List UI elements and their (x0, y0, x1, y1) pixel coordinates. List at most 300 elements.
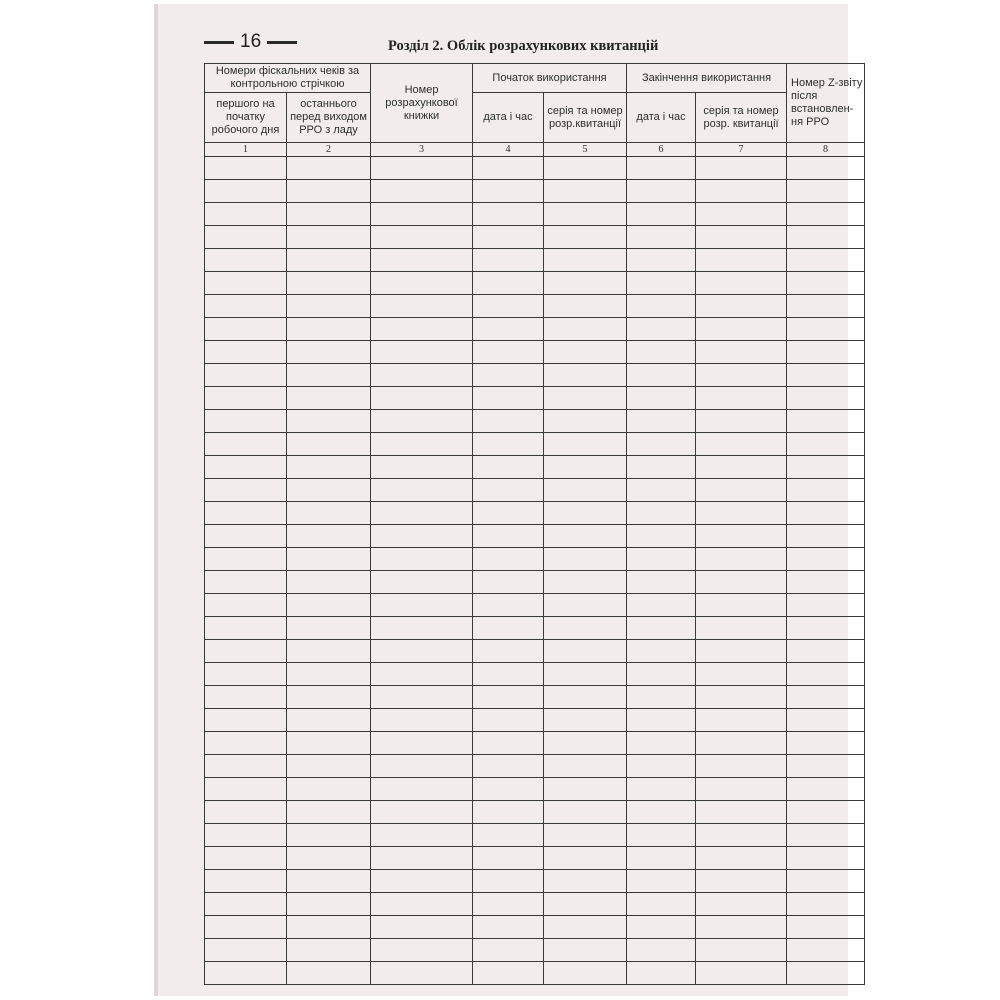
table-cell (696, 548, 787, 571)
table-cell (627, 180, 696, 203)
table-cell (544, 548, 627, 571)
table-cell (787, 341, 865, 364)
header-start-receipt-series-number: серія та номер розр.квитанції (544, 93, 627, 143)
table-cell (205, 962, 287, 985)
table-cell (287, 548, 371, 571)
table-cell (205, 180, 287, 203)
table-cell (696, 456, 787, 479)
table-cell (287, 203, 371, 226)
table-row (205, 341, 865, 364)
table-cell (473, 502, 544, 525)
table-row (205, 939, 865, 962)
table-row (205, 249, 865, 272)
table-row (205, 617, 865, 640)
table-cell (696, 364, 787, 387)
table-cell (473, 433, 544, 456)
table-cell (627, 571, 696, 594)
header-last-before-failure: останнього перед виходом РРО з ладу (287, 93, 371, 143)
table-cell (287, 502, 371, 525)
table-cell (205, 893, 287, 916)
page-number-area (204, 30, 297, 54)
table-cell (627, 801, 696, 824)
table-cell (287, 571, 371, 594)
table-cell (287, 870, 371, 893)
table-cell (205, 249, 287, 272)
table-cell (696, 525, 787, 548)
table-cell (473, 295, 544, 318)
table-cell (473, 272, 544, 295)
table-cell (473, 249, 544, 272)
table-cell (787, 157, 865, 180)
table-cell (544, 180, 627, 203)
table-cell (473, 801, 544, 824)
table-cell (287, 686, 371, 709)
table-cell (371, 893, 473, 916)
column-number: 5 (544, 143, 627, 157)
table-cell (205, 824, 287, 847)
table-cell (627, 824, 696, 847)
table-cell (696, 617, 787, 640)
table-cell (787, 801, 865, 824)
table-cell (787, 916, 865, 939)
table-row (205, 433, 865, 456)
table-cell (787, 203, 865, 226)
table-cell (371, 640, 473, 663)
table-cell (787, 525, 865, 548)
table-cell (627, 870, 696, 893)
table-cell (287, 525, 371, 548)
table-cell (205, 778, 287, 801)
table-cell (544, 479, 627, 502)
table-cell (371, 594, 473, 617)
table-cell (696, 663, 787, 686)
table-cell (696, 387, 787, 410)
table-cell (205, 203, 287, 226)
column-number: 6 (627, 143, 696, 157)
table-cell (371, 617, 473, 640)
table-cell (473, 157, 544, 180)
table-cell (473, 548, 544, 571)
table-cell (544, 893, 627, 916)
table-cell (696, 318, 787, 341)
table-cell (787, 824, 865, 847)
table-row (205, 295, 865, 318)
table-cell (205, 157, 287, 180)
table-cell (371, 295, 473, 318)
table-cell (544, 870, 627, 893)
table-cell (287, 847, 371, 870)
table-cell (473, 525, 544, 548)
table-cell (205, 594, 287, 617)
table-cell (787, 755, 865, 778)
table-cell (696, 295, 787, 318)
table-cell (544, 410, 627, 433)
table-row (205, 226, 865, 249)
table-cell (371, 824, 473, 847)
table-cell (473, 778, 544, 801)
table-cell (787, 272, 865, 295)
table-cell (787, 962, 865, 985)
table-cell (371, 226, 473, 249)
table-cell (627, 709, 696, 732)
table-cell (696, 479, 787, 502)
table-cell (627, 916, 696, 939)
table-cell (544, 755, 627, 778)
table-cell (627, 479, 696, 502)
table-cell (473, 617, 544, 640)
table-cell (371, 180, 473, 203)
table-cell (287, 709, 371, 732)
table-cell (205, 617, 287, 640)
table-cell (696, 732, 787, 755)
table-row (205, 893, 865, 916)
table-cell (205, 640, 287, 663)
table-cell (627, 962, 696, 985)
table-row (205, 824, 865, 847)
table-cell (787, 778, 865, 801)
table-cell (627, 525, 696, 548)
table-cell (627, 295, 696, 318)
table-cell (627, 939, 696, 962)
table-cell (627, 778, 696, 801)
table-cell (473, 755, 544, 778)
table-cell (627, 203, 696, 226)
table-cell (287, 594, 371, 617)
table-cell (371, 778, 473, 801)
table-cell (627, 847, 696, 870)
table-cell (696, 916, 787, 939)
table-cell (627, 318, 696, 341)
table-cell (205, 548, 287, 571)
table-cell (696, 709, 787, 732)
table-row (205, 962, 865, 985)
table-row (205, 571, 865, 594)
table-cell (787, 847, 865, 870)
header-receipt-book-number: Номер розрахункової книжки (371, 64, 473, 143)
table-cell (473, 870, 544, 893)
table-cell (473, 410, 544, 433)
table-cell (787, 433, 865, 456)
table-cell (205, 295, 287, 318)
table-row (205, 410, 865, 433)
table-cell (544, 594, 627, 617)
table-cell (544, 456, 627, 479)
table-cell (205, 410, 287, 433)
table-row (205, 778, 865, 801)
table-cell (371, 479, 473, 502)
table-cell (473, 640, 544, 663)
table-cell (287, 617, 371, 640)
table-cell (544, 617, 627, 640)
table-cell (371, 525, 473, 548)
header-end-of-use: Закінчення використання (627, 64, 787, 93)
table-cell (787, 640, 865, 663)
table-cell (287, 893, 371, 916)
table-cell (371, 410, 473, 433)
table-cell (696, 203, 787, 226)
page-number: 16 (240, 31, 262, 52)
table-cell (473, 663, 544, 686)
header-end-receipt-series-number: серія та номер розр. квитанції (696, 93, 787, 143)
table-cell (287, 640, 371, 663)
table-cell (544, 686, 627, 709)
table-cell (544, 203, 627, 226)
table-cell (787, 686, 865, 709)
table-cell (205, 502, 287, 525)
table-cell (287, 778, 371, 801)
table-row (205, 272, 865, 295)
table-cell (473, 341, 544, 364)
table-cell (205, 916, 287, 939)
table-cell (696, 571, 787, 594)
table-cell (473, 226, 544, 249)
table-cell (787, 410, 865, 433)
table-cell (696, 410, 787, 433)
table-cell (287, 295, 371, 318)
table-cell (473, 571, 544, 594)
table-row (205, 387, 865, 410)
table-cell (787, 594, 865, 617)
table-row (205, 456, 865, 479)
header-start-date-time: дата і час (473, 93, 544, 143)
table-cell (205, 663, 287, 686)
table-cell (544, 272, 627, 295)
table-cell (287, 755, 371, 778)
table-cell (787, 617, 865, 640)
table-cell (371, 939, 473, 962)
table-row (205, 479, 865, 502)
table-cell (371, 318, 473, 341)
table-cell (787, 571, 865, 594)
table-cell (544, 226, 627, 249)
table-cell (205, 847, 287, 870)
table-cell (287, 479, 371, 502)
table-cell (473, 709, 544, 732)
table-cell (205, 456, 287, 479)
table-cell (696, 226, 787, 249)
table-cell (371, 847, 473, 870)
table-cell (787, 870, 865, 893)
section-title: Розділ 2. Облік розрахункових квитанцій (388, 38, 659, 54)
table-cell (787, 226, 865, 249)
table-cell (544, 847, 627, 870)
table-cell (473, 686, 544, 709)
table-cell (544, 249, 627, 272)
table-cell (544, 962, 627, 985)
table-cell (627, 732, 696, 755)
table-cell (627, 663, 696, 686)
table-cell (287, 916, 371, 939)
receipts-table (204, 63, 865, 985)
table-cell (287, 939, 371, 962)
table-cell (544, 433, 627, 456)
table-row (205, 548, 865, 571)
table-cell (473, 456, 544, 479)
table-cell (287, 226, 371, 249)
table-cell (371, 502, 473, 525)
table-cell (627, 249, 696, 272)
table-cell (544, 571, 627, 594)
table-cell (696, 847, 787, 870)
table-cell (787, 548, 865, 571)
table-cell (287, 732, 371, 755)
header-start-of-use: Початок використання (473, 64, 627, 93)
table-cell (787, 456, 865, 479)
table-cell (205, 732, 287, 755)
table-cell (544, 916, 627, 939)
table-cell (627, 410, 696, 433)
table-cell (627, 433, 696, 456)
table-cell (205, 709, 287, 732)
table-cell (371, 962, 473, 985)
table-cell (473, 916, 544, 939)
table-cell (287, 157, 371, 180)
table-cell (696, 502, 787, 525)
table-cell (205, 755, 287, 778)
table-cell (627, 640, 696, 663)
table-cell (205, 686, 287, 709)
table-cell (627, 755, 696, 778)
table-cell (544, 778, 627, 801)
table-cell (696, 272, 787, 295)
table-cell (544, 502, 627, 525)
table-cell (205, 479, 287, 502)
table-cell (787, 318, 865, 341)
table-cell (627, 594, 696, 617)
header-fiscal-receipts-group: Номери фіскальних чеків за контрольною стрічкою (205, 64, 371, 93)
table-cell (627, 548, 696, 571)
table-cell (371, 249, 473, 272)
table-row (205, 686, 865, 709)
table-cell (627, 157, 696, 180)
table-cell (371, 755, 473, 778)
table-cell (696, 249, 787, 272)
table-cell (371, 387, 473, 410)
document-page (158, 4, 863, 996)
table-cell (371, 456, 473, 479)
table-cell (205, 571, 287, 594)
table-cell (473, 479, 544, 502)
table-cell (205, 870, 287, 893)
table-cell (371, 686, 473, 709)
table-cell (544, 709, 627, 732)
table-row (205, 364, 865, 387)
table-cell (371, 157, 473, 180)
table-cell (473, 318, 544, 341)
table-row (205, 916, 865, 939)
table-cell (371, 870, 473, 893)
table-cell (205, 272, 287, 295)
table-cell (287, 663, 371, 686)
column-number: 3 (371, 143, 473, 157)
table-cell (371, 801, 473, 824)
table-cell (287, 249, 371, 272)
table-cell (205, 387, 287, 410)
table-cell (627, 617, 696, 640)
table-cell (627, 272, 696, 295)
table-cell (787, 732, 865, 755)
table-cell (287, 180, 371, 203)
table-cell (696, 801, 787, 824)
table-cell (544, 824, 627, 847)
table-cell (544, 663, 627, 686)
table-cell (544, 801, 627, 824)
table-cell (371, 548, 473, 571)
table-cell (787, 709, 865, 732)
table-cell (205, 801, 287, 824)
table-cell (787, 387, 865, 410)
table-cell (696, 893, 787, 916)
table-cell (287, 387, 371, 410)
table-cell (787, 502, 865, 525)
column-number: 8 (787, 143, 865, 157)
table-cell (627, 341, 696, 364)
table-row (205, 525, 865, 548)
table-cell (371, 732, 473, 755)
table-cell (371, 341, 473, 364)
page-number-dash-right (267, 41, 297, 44)
table-cell (287, 456, 371, 479)
table-cell (371, 433, 473, 456)
table-cell (205, 525, 287, 548)
table-cell (544, 295, 627, 318)
table-row (205, 157, 865, 180)
table-cell (696, 686, 787, 709)
table-cell (544, 341, 627, 364)
table-cell (544, 732, 627, 755)
table-cell (696, 341, 787, 364)
table-cell (473, 732, 544, 755)
table-row (205, 870, 865, 893)
table-cell (371, 916, 473, 939)
table-cell (627, 387, 696, 410)
table-cell (287, 272, 371, 295)
table-cell (787, 479, 865, 502)
table-cell (205, 939, 287, 962)
table-cell (627, 226, 696, 249)
table-cell (205, 364, 287, 387)
table-cell (627, 686, 696, 709)
table-body (205, 157, 865, 985)
column-number: 2 (287, 143, 371, 157)
table-row (205, 732, 865, 755)
table-cell (473, 180, 544, 203)
table-cell (787, 249, 865, 272)
table-cell (473, 387, 544, 410)
table-cell (787, 180, 865, 203)
table-cell (787, 939, 865, 962)
table-row (205, 847, 865, 870)
table-cell (627, 364, 696, 387)
table-cell (696, 594, 787, 617)
table-row (205, 709, 865, 732)
table-row (205, 640, 865, 663)
table-row (205, 663, 865, 686)
table-cell (473, 594, 544, 617)
table-row (205, 180, 865, 203)
table-cell (473, 847, 544, 870)
table-cell (787, 295, 865, 318)
table-cell (371, 203, 473, 226)
table-cell (544, 525, 627, 548)
table-cell (473, 939, 544, 962)
table-cell (696, 755, 787, 778)
table-cell (787, 364, 865, 387)
table-cell (544, 364, 627, 387)
table-cell (627, 893, 696, 916)
table-cell (544, 939, 627, 962)
table-cell (473, 893, 544, 916)
